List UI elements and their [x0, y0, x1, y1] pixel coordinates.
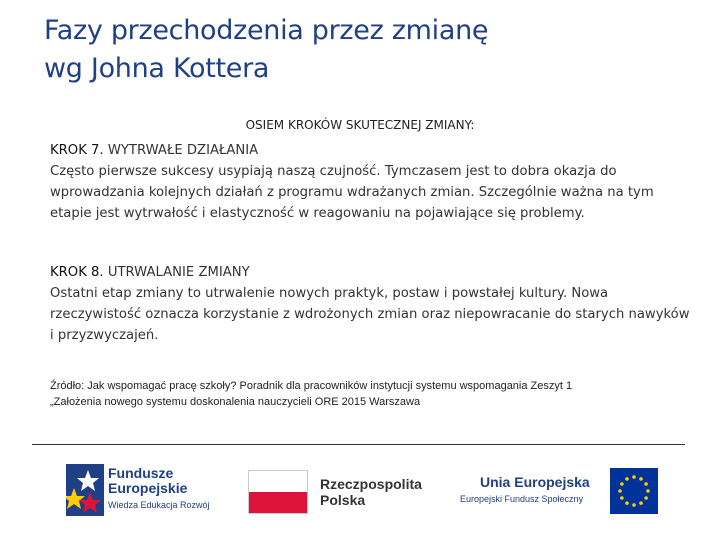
page-title	[44, 12, 684, 88]
eu-star	[618, 489, 622, 493]
eu-star	[632, 503, 636, 507]
footer-divider	[32, 444, 685, 445]
eu-star	[646, 489, 650, 493]
eu-star	[639, 477, 643, 481]
title-line-1: Fazy przechodzenia przez zmianę	[44, 15, 489, 46]
step-8-heading: UTRWALANIE ZMIANY	[107, 265, 250, 280]
step-7-text: Często pierwsze sukcesy usypiają naszą czujność. Tymczasem jest to dobra okazja do wprowadzania kolejnych działań z programu wdrażanych zmian. Szczególnie ważna na tym etapie jest wytrwałość i elastyczność w reagowaniu na pojawiające się problemy.	[50, 164, 654, 221]
eu-star	[639, 501, 643, 505]
ue-line-1: Unia Europejska	[480, 474, 590, 490]
rzeczpospolita-polska-logo	[248, 470, 438, 514]
step-8-block	[50, 262, 690, 346]
eu-star	[625, 501, 629, 505]
fe-line-3: Wiedza Edukacja Rozwój	[108, 500, 210, 510]
fundusze-europejskie-logo	[66, 462, 226, 520]
eu-star	[620, 482, 624, 486]
step-8-label: KROK 8.	[50, 265, 104, 280]
source-line-2: „Założenia nowego systemu doskonalenia nauczycieli ORE 2015 Warszawa	[50, 396, 421, 408]
step-8-text: Ostatni etap zmiany to utrwalenie nowych praktyk, postaw i powstałej kultury. Nowa rzeczywistość oznacza korzystanie z wdrożonych zmian oraz niepowracanie do starych nawyków i przyzwyczajeń.	[50, 286, 690, 343]
eu-star	[632, 475, 636, 479]
fe-line-2: Europejskie	[108, 480, 188, 496]
eu-star	[644, 482, 648, 486]
eu-star	[625, 477, 629, 481]
subtitle: OSIEM KROKÓW SKUTECZNEJ ZMIANY:	[245, 118, 475, 132]
eu-flag-icon	[610, 468, 658, 514]
eu-star	[644, 496, 648, 500]
step-7-heading: WYTRWAŁE DZIAŁANIA	[107, 143, 259, 158]
rp-line-1: Rzeczpospolita	[320, 476, 422, 492]
fe-line-1: Fundusze	[108, 465, 174, 481]
unia-europejska-logo	[458, 468, 660, 516]
step-7-label: KROK 7.	[50, 143, 104, 158]
polish-flag-icon	[248, 470, 308, 514]
fundusze-europejskie-star-icon	[66, 464, 104, 516]
source-line-1: Źródło: Jak wspomagać pracę szkoły? Poradnik dla pracowników instytucji systemu wspomagania Zeszyt 1	[50, 380, 573, 392]
ue-line-2: Europejski Fundusz Społeczny	[460, 494, 584, 504]
title-line-2: wg Johna Kottera	[44, 53, 270, 84]
rp-line-2: Polska	[320, 492, 366, 508]
step-7-block	[50, 140, 690, 224]
source-citation	[50, 378, 690, 410]
eu-star	[620, 496, 624, 500]
